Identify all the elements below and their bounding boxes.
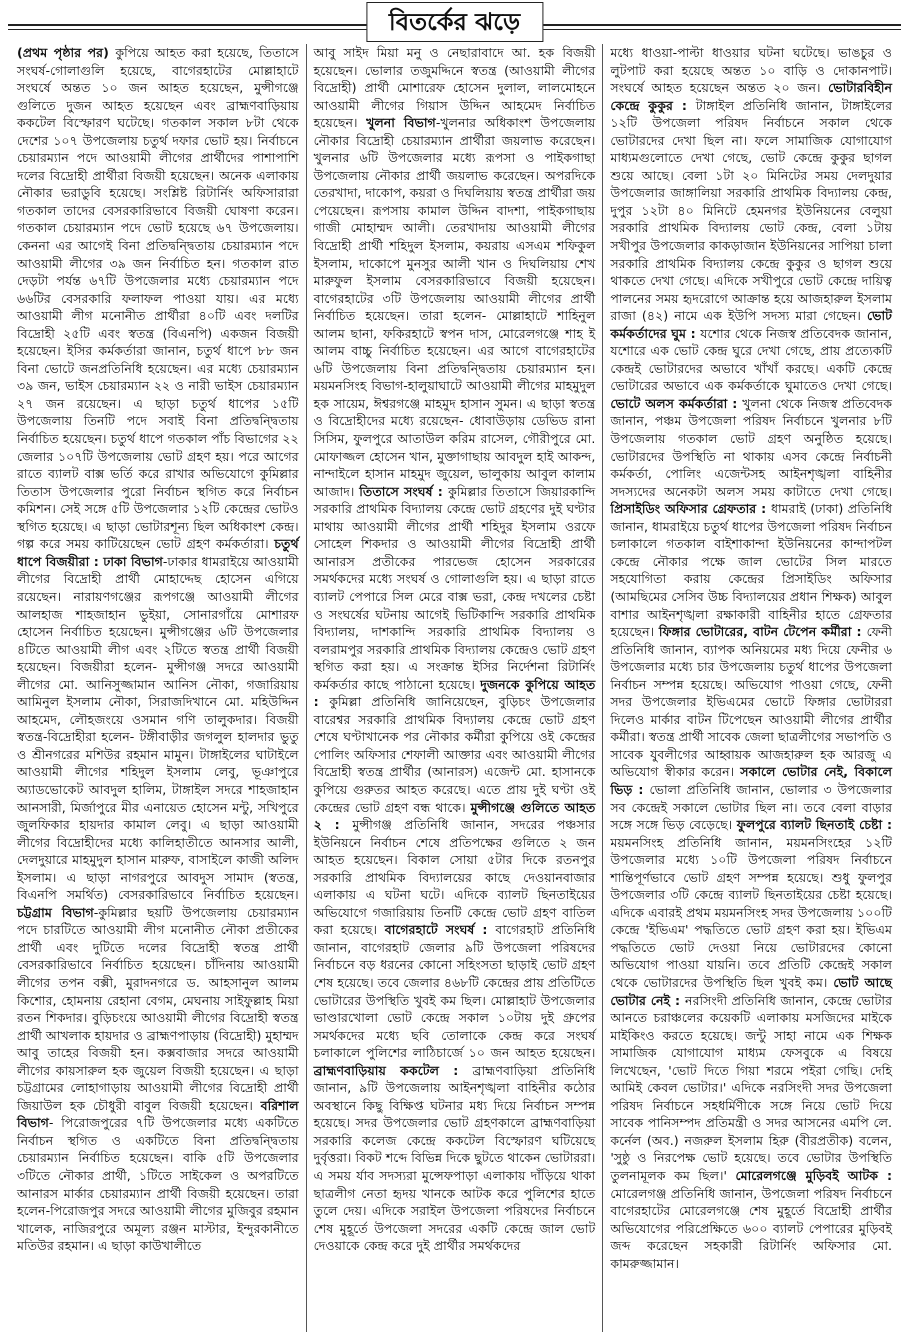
body-text: কুমিল্লা প্রতিনিধি জানিয়েছেন, বুড়িচং উপজেলার বারেশ্বর সরকারি প্রাথমিক বিদ্যালয় কেন্দ্রে ভোট গ্রহণ শেষে ঘণ্টাখানেক পর নৌকার কর্মীরা কুপিয়ে ওই কেন্দ্রের পোলিং অফিসার শেফালী আক্তার এবং আওয়ামী লীগের বিদ্রোহী স্বতন্ত্র প্রার্থীর (আনারস) এজেন্ট মো. হাসানকে কুপিয়ে গুরুতর আহত করেছে। এতে প্রায় দুই ঘণ্টা ওই কেন্দ্রের ভোট গ্রহণ বন্ধ থাকে। — [313, 694, 596, 815]
subhead: চতুর্থ ধাপে বিজয়ীরা : ঢাকা বিভাগ — [17, 536, 299, 569]
body-text: ধামরাই (ঢাকা) প্রতিনিধি জানান, ধামরাইয়ে চতুর্থ ধাপের উপজেলা পরিষদ নির্বাচন চলাকালে গতকাল বাইশাকান্দা ইউনিয়নের কান্দাপটল কেন্দ্রে নৌকার পক্ষে জাল ভোটের সিল মারতে সহযোগিতা করায় কেন্দ্রের প্রিসাইডিং অফিসার (আমছিমের সেসিব উচ্চ বিদ্যালয়ের প্রধান শিক্ষক) আবুল বাশার আইনশৃঙ্খলা রক্ষাকারী বাহিনীর হাতে গ্রেফতার হয়েছেন। — [610, 501, 893, 640]
subhead: সকালে ভোটার নেই, বিকালে ভিড় : — [610, 764, 893, 797]
body-text: মোরেলগঞ্জ প্রতিনিধি জানান, উপজেলা পরিষদ নির্বাচনে বাগেরহাটের মোরেলগঞ্জে শেষ মুহূর্তে বিদ্রোহী প্রার্থীর অভিযোগের পরিপ্রেক্ষিতে ৬০০ ব্যালট পেপারের মুড়িবই জব্দ করেছেন সহকারী রিটার্নিং অফিসার মো. কামরুজ্জামান। — [610, 1185, 893, 1271]
subhead: তিতাসে সংঘর্ষ : — [359, 483, 449, 499]
body-text: ময়মনসিংহ প্রতিনিধি জানান, ময়মনসিংহের ১২টি উপজেলার মধ্যে ১০টি উপজেলা পরিষদ নির্বাচনে শান্তিপূর্ণভাবে ভোট গ্রহণ সম্পন্ন হয়েছে। শুধু ফুলপুর উপজেলার ৩টি কেন্দ্রে ব্যালট ছিনতাইয়ের চেষ্টা হয়েছে। এদিকে এবারই প্রথম ময়মনসিংহ সদর উপজেলায় ১০০টি কেন্দ্রে 'ইভিএম' পদ্ধতিতে ভোট গ্রহণ করা হয়। ইভিএম পদ্ধতিতে ভোট দেওয়া নিয়ে ভোটারদের কোনো অভিযোগ পাওয়া যায়নি। তবে প্রতিটি কেন্দ্রেই সকাল থেকে ভোটারদের উপস্থিতি ছিল খুবই কম। — [610, 834, 893, 990]
subhead: বাগেরহাটে সংঘর্ষ : — [384, 922, 496, 938]
column-text — [17, 44, 299, 1255]
body-text: যশোর থেকে নিজস্ব প্রতিবেদক জানান, যশোরে এক ভোট কেন্দ্র ঘুরে দেখা গেছে, প্রায় প্রত্যেকটি কেন্দ্রই ভোটারদের অভাবে খাঁখাঁ করছে। একটি কেন্দ্রে ভোটারের অভাবে এক কর্মকর্তাকে ঘুমাতেও দেখা গেছে। — [610, 325, 893, 394]
subhead: বরিশাল বিভাগ — [17, 1097, 299, 1131]
subhead: ফিঙ্গার ভোটারের, বাটন টেপেন কর্মীরা : — [658, 624, 867, 640]
body-text: -ঢাকার ধামরাইয়ে আওয়ামী লীগের বিদ্রোহী প্রার্থী মোহাদ্দেছ হোসেন এগিয়ে রয়েছেন। নারায়ণগঞ্জের রূপগঞ্জে আওয়ামী লীগের আলহাজ শাহজাহান ভুইয়া, সোনারগাঁয়ে মোশারফ হোসেন নির্বাচিত হয়েছেন। মুন্সীগঞ্জের ৬টি উপজেলার ৪টিতে আওয়ামী লীগ এবং ২টিতে স্বতন্ত্র প্রার্থী বিজয়ী হয়েছেন। বিজয়ীরা হলেন- মুন্সীগঞ্জ সদরে আওয়ামী লীগের মো. আনিসুজ্জামান আনিস নৌকা, গজারিয়ায় আমিনুল ইসলাম নৌকা, সিরাজদিখানে মো. মহিউদ্দিন আহমেদ, লৌহজংয়ে ওসমান গণি তালুকদার। বিজয়ী স্বতন্ত্র-বিদ্রোহীরা হলেন- টঙ্গীবাড়ীর জগলুল হালদার ভুতু ও শ্রীনগরের মশিউর রহমান মামুন। টাঙ্গাইলের ঘাটাইলে আওয়ামী লীগের শহিদুল ইসলাম লেবু, ভূঞাপুরে অ্যাডভোকেট আবদুল হালিম, টাঙ্গাইল সদরে শাহজাহান আনসারী, মির্জাপুরে মীর এনায়েত হোসেন মন্টু, সখিপুরে জুলফিকার হায়দার কামাল লেবু। এ ছাড়া আওয়ামী লীগের বিদ্রোহীদের মধ্যে কালিহাতীতে আনসার আলী, দেলদুয়ারে মাহমুদুল হাসান মারুফ, বাসাইলে কাজী অলিদ ইসলাম। এ ছাড়া নাগরপুরে আবদুস সামাদ (স্বতন্ত্র, বিএনপি সমর্থিত) বেসরকারিভাবে নির্বাচিত হয়েছেন। — [17, 553, 299, 903]
column-2 — [306, 44, 603, 1332]
body-text: কুমিল্লার তিতাসে জিয়ারকান্দি সরকারি প্রাথমিক বিদ্যালয় কেন্দ্রে ভোট গ্রহণের দুই ঘণ্টার মাথায় আওয়ামী লীগের প্রার্থী শহিদুর ইসলাম ওরফে সোহেল শিকদার ও আওয়ামী লীগের বিদ্রোহী প্রার্থী আনারস প্রতীকের পারভেজ হোসেন সরকারের সমর্থকদের মধ্যে সংঘর্ষ ও গোলাগুলি হয়। এ ছাড়া রাতে ব্যালট পেপারে সিল মেরে বাক্স ভরা, কেন্দ্র দখলের চেষ্টা ও সংঘর্ষের ঘটনায় আগেই ভিটিকান্দি সরকারি প্রাথমিক বিদ্যালয়, দাশকান্দি সরকারি প্রাথমিক বিদ্যালয় ও বলরামপুর সরকারি প্রাথমিক বিদ্যালয় কেন্দ্রেও ভোট গ্রহণ স্থগিত করা হয়। এ সংক্রান্ত ইসির নির্দেশনা রিটার্নিং কর্মকর্তার কাছে পাঠানো হয়েছে। — [313, 483, 596, 692]
column-3 — [602, 44, 899, 1332]
subhead: দুজনকে কুপিয়ে আহত : — [313, 676, 596, 710]
subhead: ভোটে অলস কর্মকর্তারা : — [610, 395, 743, 411]
subhead: মুন্সীগঞ্জে গুলিতে আহত ২ : — [313, 799, 596, 833]
headline: বিতর্কের ঝড়ে — [388, 7, 521, 36]
subhead: মোরেলগঞ্জে মুড়িবই আটক : — [735, 1168, 893, 1183]
subhead: (প্রথম পৃষ্ঠার পর) — [17, 45, 116, 60]
body-text: খুলনা থেকে নিজস্ব প্রতিবেদক জানান, পঞ্চম উপজেলা পরিষদ নির্বাচনে খুলনার ৮টি উপজেলায় গতকাল ভোট গ্রহণ অনুষ্ঠিত হয়েছে। ভোটারদের উপস্থিতি না থাকায় এসব কেন্দ্রে নির্বাচনী কর্মকর্তা, পোলিং এজেন্টসহ আইনশৃঙ্খলা বাহিনীর সদস্যদের অনেকটা অলস সময় কাটাতে দেখা গেছে। — [610, 395, 893, 499]
subhead: ভোট আছে ভোটার নেই : — [610, 974, 893, 1008]
body-text: টাঙ্গাইল প্রতিনিধি জানান, টাঙ্গাইলের ১২টি উপজেলা পরিষদ নির্বাচনে সকাল থেকে ভোটারদের দেখা ছিল না। ফলে সামাজিক যোগাযোগ মাধ্যমগুলোতে দেখা গেছে, ভোট কেন্দ্রে কুকুর ছাগল শুয়ে আছে। বেলা ১টা ২০ মিনিটের সময় দেলদুয়ার উপজেলার জাঙ্গালিয়া সরকারি প্রাথমিক বিদ্যালয় কেন্দ্র, দুপুর ১২টা ৪০ মিনিটে হেমনগর ইউনিয়নের বেলুয়া সরকারি প্রাথমিক বিদ্যালয় ভোট কেন্দ্র, বেলা ১টায় সখীপুর উপজেলার কাকড়াজান ইউনিয়নের সাপিয়া চালা সরকারি প্রাথমিক বিদ্যালয় কেন্দ্রে কুকুর ও ছাগল শুয়ে থাকতে দেখা গেছে। এদিকে সখীপুরে ভোট কেন্দ্রে দায়িত্ব পালনের সময় হৃদরোগে আক্রান্ত হয়ে আজহারুল ইসলাম রাজা (৪২) নামে এক ইউপি সদস্য মারা গেছেন। — [610, 97, 893, 324]
body-text: বাগেরহাট প্রতিনিধি জানান, বাগেরহাট জেলার ৯টি উপজেলা পরিষদের নির্বাচনে বড় ধরনের কোনো সহিংসতা ছাড়াই ভোট গ্রহণ শেষ হয়েছে। তবে জেলার ৪৬৮টি কেন্দ্রের প্রায় প্রতিটিতে ভোটারের উপস্থিতি খুবই কম ছিল। মোল্লাহাট উপজেলার ভাণ্ডারখোলা ভোট কেন্দ্রে সকাল ১০টায় দুই গ্রুপের সমর্থকদের মধ্যে ছবি তোলাকে কেন্দ্র করে সংঘর্ষ চলাকালে পুলিশের লাঠিচার্জে ১০ জন আহত হয়েছেন। — [313, 922, 596, 1061]
body-text: আবু সাইদ মিয়া মনু ও নেছারাবাদে আ. হক বিজয়ী হয়েছেন। ভোলার তজুমদ্দিনে স্বতন্ত্র (আওয়ামী লীগের বিদ্রোহী) প্রার্থী মোশারেফ হোসেন দুলাল, লালমোহনে আওয়ামী লীগের গিয়াস উদ্দিন আহমেদ নির্বাচিত হয়েছেন। — [313, 45, 596, 131]
headline-box — [366, 2, 543, 42]
body-text: ফেনী প্রতিনিধি জানান, ব্যাপক অনিয়মের মধ্য দিয়ে ফেনীর ৬ উপজেলার মধ্যে চার উপজেলায় চতুর্থ ধাপের উপজেলা নির্বাচন সম্পন্ন হয়েছে। অভিযোগ পাওয়া গেছে, ফেনী সদর উপজেলার ইভিএমের ভোটে ফিঙ্গার ভোটাররা দিলেও মার্কার বাটন টিপেছেন আওয়ামী লীগের প্রার্থীর কর্মীরা। স্বতন্ত্র প্রার্থী সাবেক জেলা ছাত্রলীগের সভাপতি ও সাবেক যুবলীগের আহ্বায়ক আজহারুল হক আরজু এ অভিযোগ স্বীকার করেন। — [610, 624, 893, 780]
body-text: ভোলা প্রতিনিধি জানান, ভোলার ৩ উপজেলার সব কেন্দ্রেই সকালে ভোটার ছিল না। তবে বেলা বাড়ার সঙ্গে সঙ্গে ভিড় বেড়েছে। — [610, 781, 893, 833]
body-text: -কুমিল্লার ছয়টি উপজেলায় চেয়ারম্যান পদে চারটিতে আওয়ামী লীগ মনোনীত নৌকা প্রতীকের প্রার্থী এবং দুটিতে দলের বিদ্রোহী স্বতন্ত্র প্রার্থী বেসরকারিভাবে নির্বাচিত হয়েছেন। চাঁদিনায় আওয়ামী লীগের তপন বক্সী, মুরাদনগরে ড. আহসানুল আলম কিশোর, হোমনায় রেহানা বেগম, মেঘনায় সাইফুল্লাহ মিয়া রতন শিকদার। বুড়িচংয়ে আওয়ামী লীগের বিদ্রোহী স্বতন্ত্র প্রার্থী আখলাক হায়দার ও ব্রাহ্মণপাড়ায় (বিদ্রোহী) মুহাম্মদ আবু তাহের বিজয়ী হন। কক্সবাজার সদরে আওয়ামী লীগের কায়সারুল হক জুয়েল বিজয়ী হয়েছেন। এ ছাড়া চট্টগ্রামের লোহাগাড়ায় আওয়ামী লীগের বিদ্রোহী প্রার্থী জিয়াউল হক চৌধুরী বাবুল বিজয়ী হয়েছেন। — [17, 904, 299, 1113]
body-text: - পিরোজপুরের ৭টি উপজেলার মধ্যে একটিতে নির্বাচন স্থগিত ও একটিতে বিনা প্রতিদ্বন্দ্বিতায় চেয়ারম্যান নির্বাচিত হয়েছেন। বাকি ৫টি উপজেলার ৩টিতে নৌকার প্রার্থী, ১টিতে সাইকেল ও অপরটিতে আনারস মার্কার চেয়ারম্যান প্রার্থী বিজয়ী হয়েছেন। তারা হলেন-পিরোজপুর সদরে আওয়ামী লীগের মুজিবুর রহমান খালেক, নাজিরপুরে অমূল্য রঞ্জন মাস্টার, ইন্দুরকানীতে মতিউর রহমান। এ ছাড়া কাউখালীতে — [17, 1115, 299, 1254]
body-text: -খুলনার অধিকাংশ উপজেলায় নৌকার বিদ্রোহী চেয়ারম্যান প্রার্থীরা জয়লাভ করেছেন। খুলনার ৬টি উপজেলার মধ্যে রূপসা ও পাইকগাছা উপজেলায় নৌকার প্রার্থী জয়লাভ করেছেন। অপরদিকে তেরখাদা, দাকোপ, কয়রা ও দিঘলিয়ায় স্বতন্ত্র প্রার্থীরা জয় পেয়েছেন। রূপসায় কামাল উদ্দিন বাদশা, পাইকগাছায় গাজী মোহাম্মদ আলী। তেরখাদায় আওয়ামী লীগের বিদ্রোহী প্রার্থী শহিদুল ইসলাম, কয়রায় এসএম শফিকুল ইসলাম, দাকোপে মুনসুর আলী খান ও দিঘলিয়ায় শেখ মারুফুল ইসলাম বেসরকারিভাবে বিজয়ী হয়েছেন। বাগেরহাটের ৩টি উপজেলায় আওয়ামী লীগের প্রার্থী নির্বাচিত হয়েছেন। তারা হলেন- মোল্লাহাটে শাহিনুল আলম ছানা, ফকিরহাটে স্বপন দাস, মোরেলগঞ্জে শাহ ই আলম বাচ্চু নির্বাচিত হয়েছেন। এর আগে বাগেরহাটের ৬টি উপজেলায় বিনা প্রতিদ্বন্দ্বিতায় চেয়ারম্যান হন। ময়মনসিংহ বিভাগ-হালুয়াঘাটে আওয়ামী লীগের মাহমুদুল হক সায়েম, ঈশ্বরগঞ্জে মাহমুদ হাসান সুমন। এ ছাড়া স্বতন্ত্র ও বিদ্রোহীদের মধ্যে রয়েছেন- ধোবাউড়ায় ডেভিড রানা সিসিম, ফুলপুরে আতাউল করিম রাসেল, গৌরীপুরে মো. মোফাজ্জল হোসেন খান, মুক্তাগাছায় আবদুল হাই আকন্দ, নান্দাইলে হাসান মাহমুদ জুয়েল, ভালুকায় আবুল কালাম আজাদ। — [313, 115, 596, 499]
column-text — [314, 44, 596, 1255]
subhead: প্রিসাইডিং অফিসার গ্রেফতার : — [610, 501, 771, 517]
column-text — [610, 44, 892, 1272]
body-text: ব্রাহ্মণবাড়িয়া প্রতিনিধি জানান, ৯টি উপজেলায় আইনশৃঙ্খলা বাহিনীর কঠোর অবস্থানে কিছু বিক্ষিপ্ত ঘটনার মধ্য দিয়ে নির্বাচন সম্পন্ন হয়েছে। সদর উপজেলার ভোট গ্রহণকালে ব্রাহ্মণবাড়িয়া সরকারি কলেজ কেন্দ্রে ককটেল বিস্ফোরণ ঘটিয়েছে দুর্বৃত্তরা। বিকট শব্দে বিভিন্ন দিকে ছুটতে থাকেন ভোটাররা। এ সময় র্যাব সদস্যরা মুন্সেফপাড়া এলাকায় দাঁড়িয়ে থাকা ছাত্রলীগ নেতা হৃদয় খানকে আটক করে পুলিশের হাতে তুলে দেয়। এদিকে সরাইল উপজেলা পরিষদের নির্বাচনে শেষ মুহূর্তে উপজেলা সদরের একটি কেন্দ্রে জাল ভোট দেওয়াকে কেন্দ্র করে দুই প্রার্থীর সমর্থকদের — [313, 1062, 596, 1254]
subhead: ভোট কর্মকর্তাদের ঘুম : — [610, 308, 893, 341]
body-text: নরসিংদী প্রতিনিধি জানান, কেন্দ্রে ভোটার আনতে চরাঞ্চলের কয়েকটি এলাকায় মসজিদের মাইকে মাইকিংও করতে হয়েছে। জন্টু সাহা নামে এক শিক্ষক সামাজিক যোগাযোগ মাধ্যম ফেসবুকে এ বিষয়ে লিখেছেন, 'ভোট দিতে গিয়া শরমে পইরা গেছি। দেহি আমিই কেবল ভোটার।' এদিকে নরসিংদী সদর উপজেলা পরিষদ নির্বাচনে সহধর্মিণীকে সঙ্গে নিয়ে ভোট দিয়ে সাবেক পানিসম্পদ প্রতিমন্ত্রী ও সদর আসনের এমপি লে. কর্নেল (অব.) নজরুল ইসলাম হিরু (বীরপ্রতীক) বলেন, 'সুষ্ঠু ও নিরপেক্ষ ভোট হয়েছে। তবে ভোটার উপস্থিতি তুলনামূলক কম ছিল।' — [610, 992, 893, 1183]
body-text: মধ্যে ধাওয়া-পাল্টা ধাওয়ার ঘটনা ঘটেছে। ভাঙচুর ও লুটপাট করা হয়েছে অন্তত ১০ বাড়ি ও দোকানপাট। সংঘর্ষে আহত হয়েছেন অন্তত ২০ জন। — [610, 45, 893, 96]
article-columns — [10, 44, 899, 1332]
subhead: ভোটারবিহীন কেন্দ্রে কুকুর : — [610, 80, 893, 113]
body-text: কুপিয়ে আহত করা হয়েছে, তিতাসে সংঘর্ষ-গোলাগুলি হয়েছে, বাগেরহাটের মোল্লাহাটে সংঘর্ষে অন্তত ১০ জন আহত হয়েছেন, মুন্সীগঞ্জে গুলিতে দুজন আহত হয়েছেন এবং ব্রাহ্মণবাড়িয়ায় ককটেল বিস্ফোরণ ঘটেছে। গতকাল সকাল ৮টা থেকে দেশের ১০৭ উপজেলায় চতুর্থ দফার ভোট হয়। নির্বাচনে চেয়ারম্যান পদে আওয়ামী লীগের প্রার্থীদের পাশাপাশি দলের বিদ্রোহী প্রার্থীরা বিজয়ী হয়েছেন। অনেক এলাকায় নৌকার ভরাডুবি হয়েছে। সংশ্লিষ্ট রিটার্নিং অফিসারারা গতকাল তাদের বেসরকারিভাবে বিজয়ী ঘোষণা করেন। গতকাল চেয়ারম্যান পদে ভোট হয়েছে ৬৭ উপজেলায়। কেননা এর আগেই বিনা প্রতিদ্বন্দ্বিতায় চেয়ারম্যান পদে আওয়ামী লীগের ৩৯ জন নির্বাচিত হন। গতকাল রাত দেড়টা পর্যন্ত ৬৭টি উপজেলার মধ্যে চেয়ারম্যান পদে ৬৬টির বেসরকারি ফলাফল পাওয়া যায়। এর মধ্যে আওয়ামী লীগ মনোনীত প্রার্থীরা ৪০টি এবং দলটির বিদ্রোহী ২৫টি এবং স্বতন্ত্র (বিএনপি) একজন বিজয়ী হয়েছেন। ইসির কর্মকর্তারা জানান, চতুর্থ ধাপে ৮৮ জন বিনা ভোটে জনপ্রতিনিধি হয়েছেন। এর মধ্যে চেয়ারম্যান ৩৯ জন, ভাইস চেয়ারম্যান ২২ ও নারী ভাইস চেয়ারম্যান ২৭ জন রয়েছেন। এ ছাড়া চতুর্থ ধাপের ১৫টি উপজেলায় তিনটি পদে সবাই বিনা প্রতিদ্বন্দ্বিতায় নির্বাচিত হয়েছেন। চতুর্থ ধাপে গতকাল পাঁচ বিভাগের ২২ জেলার ১০৭টি উপজেলায় ভোট গ্রহণ হয়। পরে আগের রাতে ব্যালট বাক্স ভর্তি করে রাখার অভিযোগে কুমিল্লার তিতাস উপজেলার পুরো নির্বাচন স্থগিত করে নির্বাচন কমিশন। সেই সঙ্গে ৫টি উপজেলার ১২টি কেন্দ্রের ভোটও স্থগিত হয়েছে। এ ছাড়া ভোটারশূন্য ছিল অধিকাংশ কেন্দ্র। গল্প করে সময় কাটিয়েছেন ভোট গ্রহণ কর্মকর্তারা। — [17, 45, 299, 552]
subhead: চট্টগ্রাম বিভাগ — [17, 904, 94, 920]
subhead: ব্রাহ্মণবাড়িয়ায় ককটেল : — [313, 1062, 473, 1078]
subhead: ফুলপুরে ব্যালট ছিনতাই চেষ্টা : — [736, 817, 893, 833]
column-1 — [10, 44, 306, 1332]
body-text: মুন্সীগঞ্জ প্রতিনিধি জানান, সদরের পঞ্চসার ইউনিয়নে নির্বাচন শেষে প্রতিপক্ষের গুলিতে ২ জন আহত হয়েছেন। বিকাল সোয়া ৫টার দিকে রতনপুর সরকারি প্রাথমিক বিদ্যালয়ের কাছে দেওয়ানবাজার এলাকায় এ ঘটনা ঘটে। এদিকে ব্যালট ছিনতাইয়ের অভিযোগে গজারিয়ায় তিনটি কেন্দ্রে ভোট গ্রহণ বাতিল করা হয়েছে। — [313, 817, 596, 938]
subhead: খুলনা বিভাগ — [366, 115, 436, 131]
